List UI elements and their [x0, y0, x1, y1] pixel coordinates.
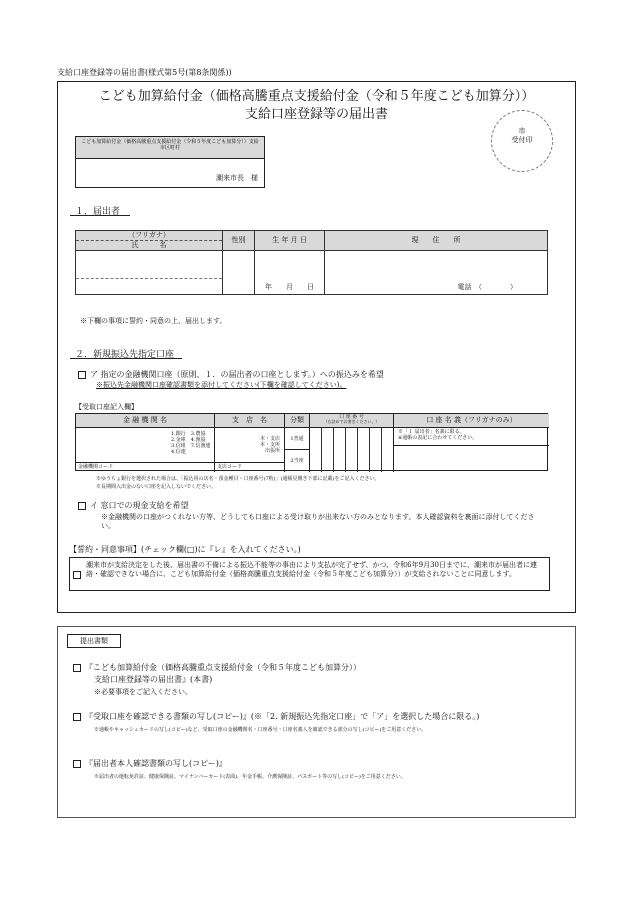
branch-code-field[interactable] [215, 462, 285, 472]
pledge-checkbox[interactable] [73, 571, 81, 579]
account-number-field[interactable] [310, 428, 394, 472]
doc-item-3 [73, 758, 227, 769]
dob-header: 生 年 月 日 [255, 231, 325, 251]
submission-frame [57, 626, 576, 818]
form-subtitle: 支給口座登録等の届出書 [244, 107, 388, 122]
option-a-label: ア 指定の金融機関口座（原則、１．の届出者の口座とします。）への振込みを希望 [90, 370, 384, 379]
municipality-box [75, 136, 265, 188]
stamp-text: 市 [518, 127, 526, 135]
option-a [78, 369, 384, 380]
reception-stamp [491, 110, 553, 172]
option-i [78, 500, 189, 511]
holder-name-field[interactable] [394, 446, 549, 472]
gender-header: 性別 [223, 231, 255, 251]
option-a-checkbox[interactable] [78, 371, 86, 379]
branch-type: 本・支店 [260, 436, 281, 442]
number-header [310, 414, 394, 428]
pledge-text: 潮来市が支給決定をした後、届出書の不備による振込不能等の事由により支払が完了せず、かつ、令和6年9月30日までに、潮来市が届出者に連絡・確認できない場合に、こども加算給付金（価格高騰重点支援給付金（令和５年度こども加算分））が支給されないことに同意します。 [86, 561, 537, 578]
number-header-sub: （右詰めでお書きください。） [323, 419, 380, 424]
address-header: 現 住 所 [325, 231, 548, 251]
doc1-label: 『こども加算給付金（価格高騰重点支援給付金（令和５年度こども加算分）） [85, 663, 361, 672]
option-i-checkbox[interactable] [78, 502, 86, 510]
agreement-notice: ※下欄の事項に誓約・同意の上、届出します。 [80, 317, 227, 325]
option-i-label: イ 窓口での現金支給を希望 [90, 501, 189, 510]
bank-code-field[interactable] [76, 462, 215, 472]
furigana-header: （フリガナ） [76, 231, 222, 241]
heading-underline [70, 358, 182, 359]
option-i-note: ※金融機関の口座がつくれない方等、どうしても口座による受け取りが出来ない方のみとなります。本人確認資料を裏面に添付してください。 [101, 513, 535, 530]
doc3-checkbox[interactable] [73, 760, 81, 768]
heading-underline [70, 215, 130, 216]
section2-heading: ２．新規振込先指定口座 [75, 350, 175, 360]
branch-type: 本・支所 [260, 442, 281, 448]
form-title: こども加算給付金（価格高騰重点支援給付金（令和５年度こども加算分）） [98, 89, 535, 104]
submission-label: 提出書類 [67, 634, 121, 648]
name-field[interactable] [76, 251, 223, 295]
doc2-note: ※通帳やキャッシュカードの写し(コピー)など、受取口座の金融機関名・口座番号・口座名義人を確認できる部分の写し(コピー)をご用意ください。 [94, 727, 427, 733]
doc1-label-2: 支給口座登録等の届出書』(本書) [94, 675, 213, 684]
dormant-note: ※長期間入出金のない口座を記入しないでください。 [96, 484, 217, 490]
bank-code-label: 金融機関コード [78, 464, 114, 470]
branch-code-label: 支店コード [217, 464, 243, 470]
doc1-checkbox[interactable] [73, 664, 81, 672]
doc3-label: 『届出者本人確認書類の写し(コピー)』 [85, 759, 227, 768]
branch-header: 支 店 名 [215, 414, 285, 428]
mayor-name: 潮来市長 様 [216, 174, 258, 183]
doc1-note: ※必要事項をご記入ください。 [94, 688, 192, 696]
holder-header: 口 座 名 義（フリガナのみ） [394, 414, 549, 428]
doc3-note: ※届出者の運転免許証、健康保険証、マイナンバーカード(表面)、年金手帳、介護保険証、パスポート等の写し(コピー)をご用意ください。 [94, 774, 406, 780]
account-section-label: 【受取口座記入欄】 [75, 403, 138, 411]
doc-item-1 [73, 662, 361, 673]
branch-name-field[interactable] [215, 428, 285, 462]
type-ordinary[interactable]: 1普通 [285, 428, 310, 450]
form-reference: 支給口座登録等の届出書(様式第5号(第8条関係)) [57, 68, 232, 77]
name-header: 氏 名 [131, 241, 167, 249]
bank-name-field[interactable] [76, 428, 215, 462]
doc2-checkbox[interactable] [73, 713, 81, 721]
applicant-table [75, 230, 548, 295]
bank-type: 1.銀行 3.農協 [171, 431, 206, 437]
gender-field[interactable] [223, 251, 255, 295]
bank-type: 3.信組 7.信漁連 [171, 443, 211, 449]
pledge-heading: 【誓約・同意事項】(チェック欄(□)に『レ』を入れてください。) [69, 545, 301, 554]
account-table [75, 413, 548, 471]
municipality-caption: こども加算給付金（価格高騰重点支援給付金（令和５年度こども加算分））支給市区町村 [76, 137, 264, 159]
bank-type: 2.金庫 4.漁協 [171, 437, 206, 443]
phone-label: 電話 （ ） [457, 283, 517, 292]
number-header-label: 口 座 番 号 [339, 414, 364, 420]
branch-type: 出張所 [265, 448, 281, 454]
holder-note: ※「１ 届出者」名義に限る。 ※通帳の表記に合わせてください。 [394, 428, 549, 446]
bank-type: 4.信連 [171, 449, 186, 455]
dob-units: 年 月 日 [265, 283, 314, 292]
section1-heading: １．届出者 [75, 207, 121, 217]
pledge-box [69, 557, 550, 591]
dob-field[interactable] [255, 251, 325, 295]
bank-header: 金 融 機 関 名 [76, 414, 215, 428]
type-current[interactable]: 2当座 [285, 450, 310, 472]
doc-item-2 [73, 711, 479, 722]
yucho-note: ※ゆうちょ銀行を選択された場合は、「振込用の店名・預金種目・口座番号(7桁)」(通帳見開き下部に記載)をご記入ください。 [96, 476, 380, 482]
doc2-label: 『受取口座を確認できる書類の写し(コピー)』(※「2. 新規振込先指定口座」で「ア」を選択した場合に限る。) [85, 712, 480, 721]
option-a-note: ※振込先金融機関口座確認書類を添付してください(下欄を確認してください)。 [96, 381, 347, 389]
type-header: 分類 [285, 414, 310, 428]
address-field[interactable] [325, 251, 548, 295]
stamp-text: 受付印 [511, 136, 533, 145]
